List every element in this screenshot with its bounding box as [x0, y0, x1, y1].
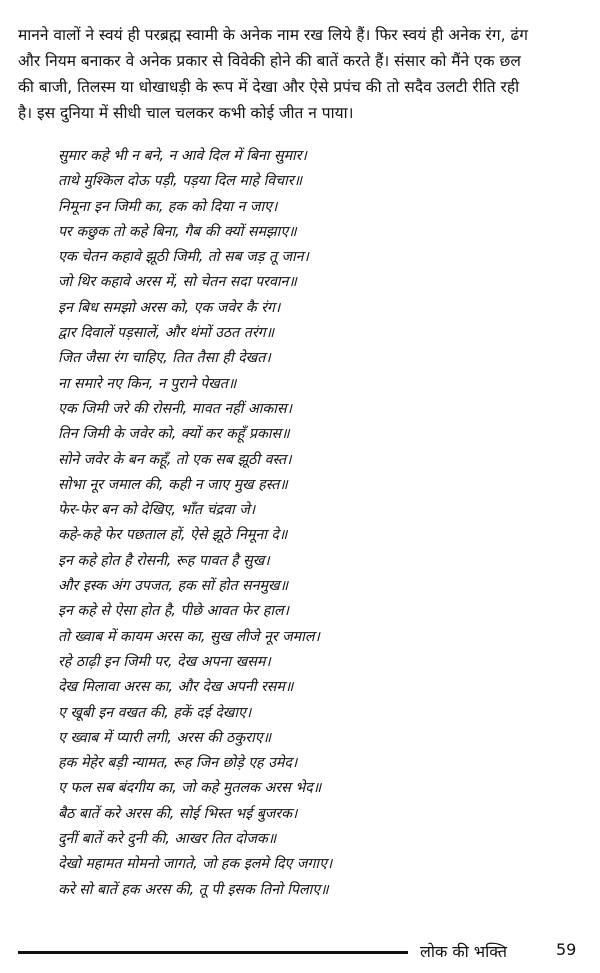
- verse-line: जो थिर कहावे अरस में, सो चेतन सदा परवान॥: [58, 274, 297, 291]
- running-footer-title: लोक की भक्ति: [420, 942, 507, 961]
- verse-line: देख मिलावा अरस का, और देख अपनी रसम॥: [58, 679, 294, 696]
- verse-line: इन बिध समझो अरस को, एक जवेर कै रंग।: [58, 299, 281, 316]
- intro-line: है। इस दुनिया में सीधी चाल चलकर कभी कोई जीत न पाया।: [18, 104, 354, 122]
- intro-paragraph: [18, 22, 588, 126]
- verse-line: निमूना इन जिमी का, हक को दिया न जाए।: [58, 198, 278, 215]
- page-number: 59: [556, 940, 577, 959]
- verse-line: एक जिमी जरे की रोसनी, मावत नहीं आकास।: [58, 400, 292, 417]
- verse-line: ए ख्वाब में प्यारी लगी, अरस की ठकुराए॥: [58, 729, 272, 746]
- verse-line: देखो महामत मोमनो जागते, जो हक इलमे दिए जगाए।: [58, 856, 333, 873]
- verse-line: ए फल सब बंदगीय का, जो कहे मुतलक अरस भेद॥: [58, 780, 322, 797]
- verse-line: बैठ बातें करे अरस की, सोई भिस्त भई बुजरक।: [58, 805, 298, 822]
- verse-line: और इस्क अंग उपजत, हक सों होत सनमुख॥: [58, 578, 289, 595]
- verse-line: द्वार दिवालें पड़सालें, और थंमों उठत तरंग॥: [58, 325, 275, 342]
- verse-line: ना समारे नए किन, न पुराने पेखत॥: [58, 375, 237, 392]
- intro-line: और नियम बनाकर वे अनेक प्रकार से विवेकी होने की बातें करते हैं। संसार को मैंने एक छल: [18, 52, 521, 70]
- verse-line: इन कहे होत है रोसनी, रूह पावत है सुख।: [58, 552, 270, 569]
- intro-line: की बाजी, तिलस्म या धोखाधड़ी के रूप में देखा और ऐसे प्रपंच की तो सदैव उलटी रीति रही: [18, 78, 520, 96]
- verse-line: हक मेहेर बड़ी न्यामत, रूह जिन छोड़े एह उमेद।: [58, 755, 298, 772]
- verse-line: सोभा नूर जमाल की, कही न जाए मुख हस्त॥: [58, 476, 288, 493]
- verse-line: तो ख्वाब में कायम अरस का, सुख लीजे नूर जमाल।: [58, 628, 320, 645]
- verse-line: फेर-फेर बन को देखिए, भाँत चंद्रवा जे।: [58, 502, 256, 519]
- verse-line: ए खूबी इन वखत की, हकें दई देखाए।: [58, 704, 252, 721]
- footer-divider: [18, 951, 408, 954]
- verse-line: ताथे मुश्किल दोऊ पड़ी, पड़या दिल माहे विचार॥: [58, 173, 303, 190]
- verse-line: एक चेतन कहावे झूठी जिमी, तो सब जड़ तू जान।: [58, 249, 309, 266]
- intro-line: मानने वालों ने स्वयं ही परब्रह्म स्वामी के अनेक नाम रख लिये हैं। फिर स्वयं ही अनेक रंग, ढंग: [18, 26, 528, 44]
- verse-line: सुमार कहे भी न बने, न आवे दिल में बिना सुमार।: [58, 148, 307, 164]
- verse-line: पर कछुक तो कहे बिना, गैब की क्यों समझाए॥: [58, 223, 297, 240]
- verse-line: तिन जिमी के जवेर को, क्यों कर कहूँ प्रकास॥: [58, 426, 290, 443]
- verse-line: कहे-कहे फेर पछताल हों, ऐसे झूठे निमूना दे॥: [58, 527, 288, 544]
- verse-line: जित जैसा रंग चाहिए, तित तैसा ही देखत।: [58, 350, 271, 367]
- verse-line: इन कहे से ऐसा होत है, पीछे आवत फेर हाल।: [58, 603, 289, 620]
- verse-line: रहे ठाढ़ी इन जिमी पर, देख अपना खसम।: [58, 653, 271, 670]
- verse-line: करे सो बातें हक अरस की, तू पी इसक तिनो पिलाए॥: [58, 881, 329, 898]
- verse-line: दुनीं बातें करे दुनी की, आखर तित दोजक॥: [58, 831, 277, 848]
- verse-block: [58, 144, 598, 903]
- verse-line: सोने जवेर के बन कहूँ, तो एक सब झूठी वस्त।: [58, 451, 292, 468]
